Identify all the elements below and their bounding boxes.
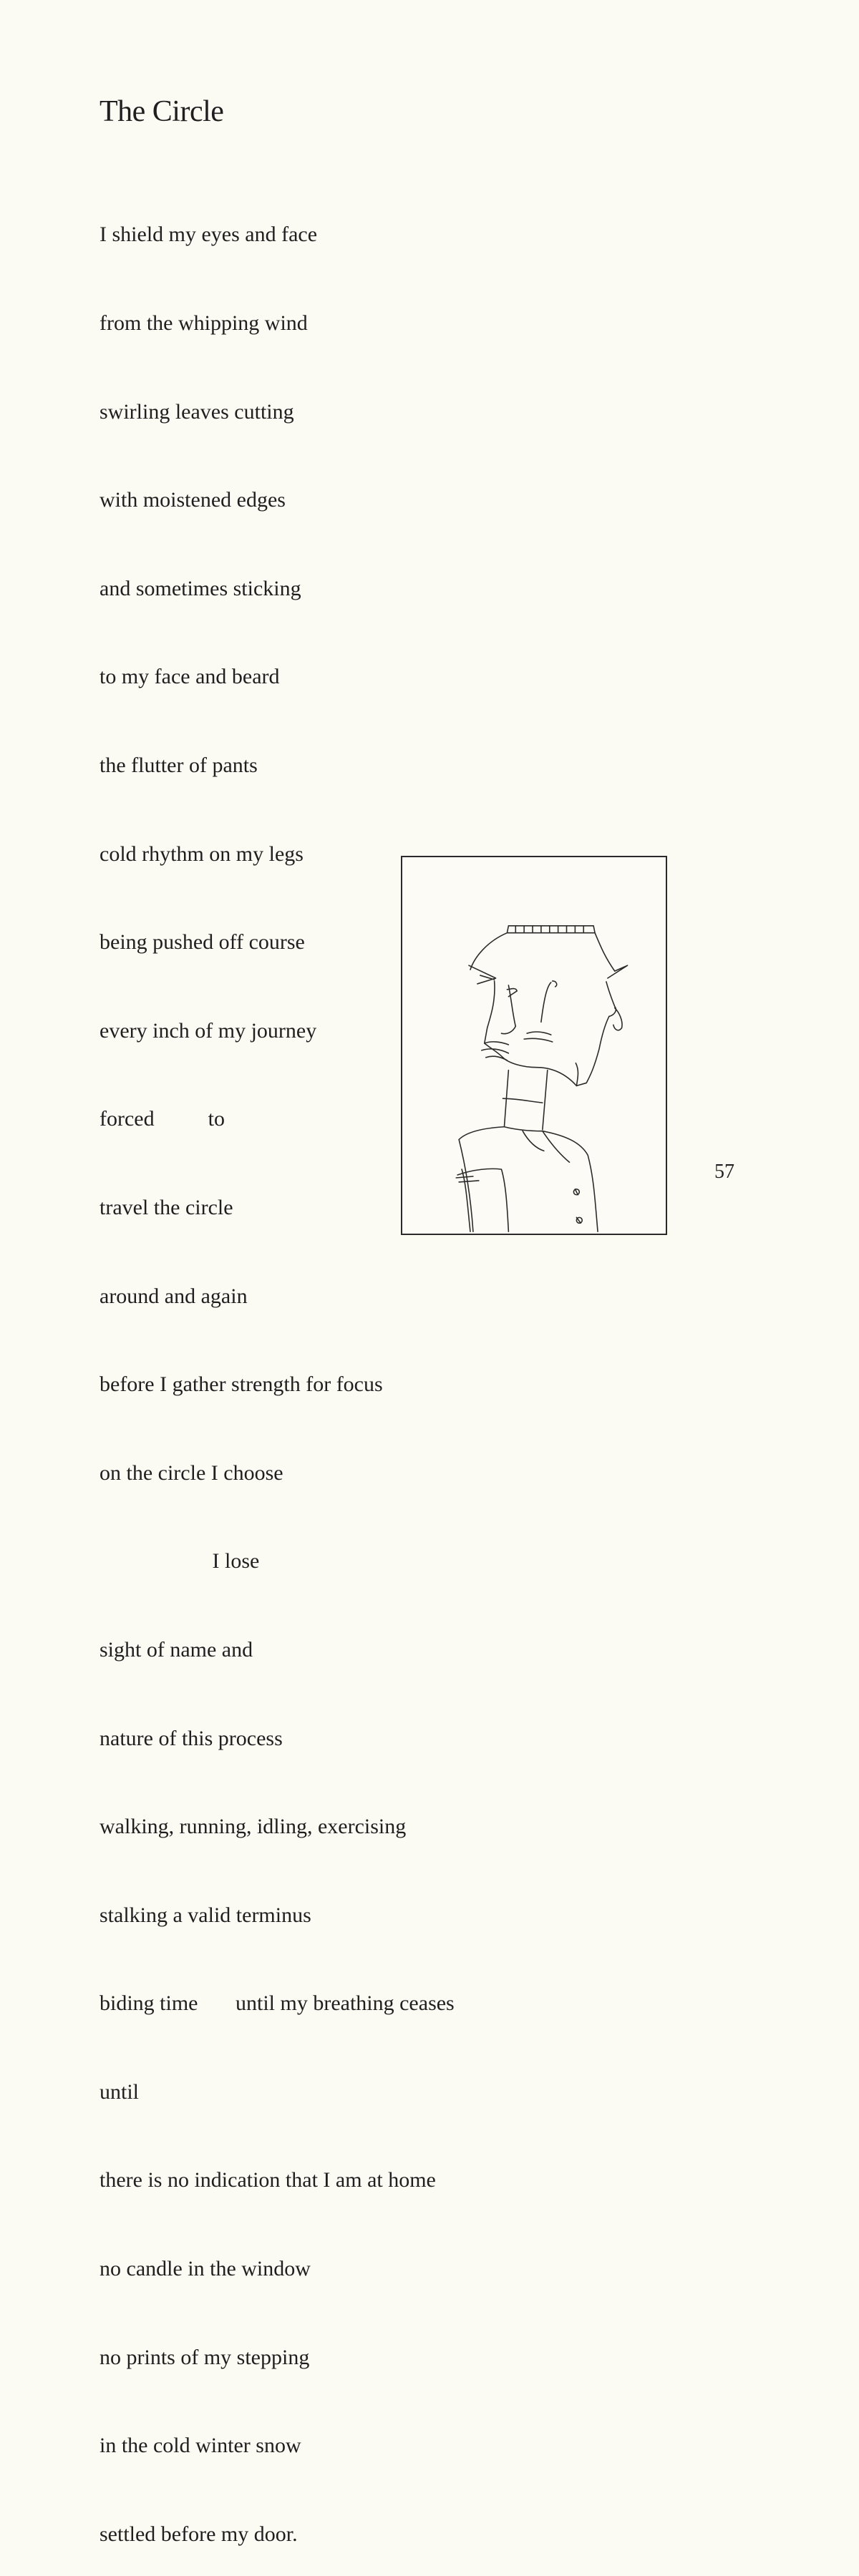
page-number: 57 — [714, 1161, 734, 1183]
portrait-drawing — [402, 857, 666, 1234]
poem-line: being pushed off course — [100, 930, 305, 955]
poem-line: no candle in the window — [100, 2257, 311, 2281]
poem-line: walking, running, idling, exercising — [100, 1815, 407, 1839]
poem-line: until — [100, 2079, 140, 2104]
poem-line: with moistened edges — [100, 488, 286, 512]
poem-line: travel the circle — [100, 1195, 233, 1219]
poem-line: I lose — [100, 1549, 260, 1574]
poem-line: cold rhythm on my legs — [100, 841, 304, 866]
poem-line: and sometimes sticking — [100, 576, 301, 600]
poem-line: no prints of my stepping — [100, 2345, 310, 2369]
poem-line: before I gather strength for focus — [100, 1372, 383, 1397]
poem-line: nature of this process — [100, 1726, 283, 1750]
poem-line: biding time until my breathing ceases — [100, 1991, 455, 2016]
poem-line: forced to — [100, 1107, 225, 1131]
poem-line: I shield my eyes and face — [100, 223, 318, 247]
poem-line: from the whipping wind — [100, 311, 308, 335]
poem-line: the flutter of pants — [100, 753, 258, 777]
poem-line: on the circle I choose — [100, 1460, 283, 1485]
poem-line: there is no indication that I am at home — [100, 2168, 436, 2192]
poem-line: sight of name and — [100, 1637, 253, 1662]
illustration-frame — [401, 856, 667, 1235]
page-title: The Circle — [100, 95, 224, 128]
poem-line: stalking a valid terminus — [100, 1903, 311, 1927]
poem-line: in the cold winter snow — [100, 2434, 301, 2458]
poem-line: settled before my door. — [100, 2522, 298, 2546]
poem-line: swirling leaves cutting — [100, 399, 294, 424]
poem-body — [100, 161, 601, 2576]
poem-line: to my face and beard — [100, 665, 280, 689]
poem-line: around and again — [100, 1284, 248, 1308]
poem-line: every inch of my journey — [100, 1018, 317, 1043]
